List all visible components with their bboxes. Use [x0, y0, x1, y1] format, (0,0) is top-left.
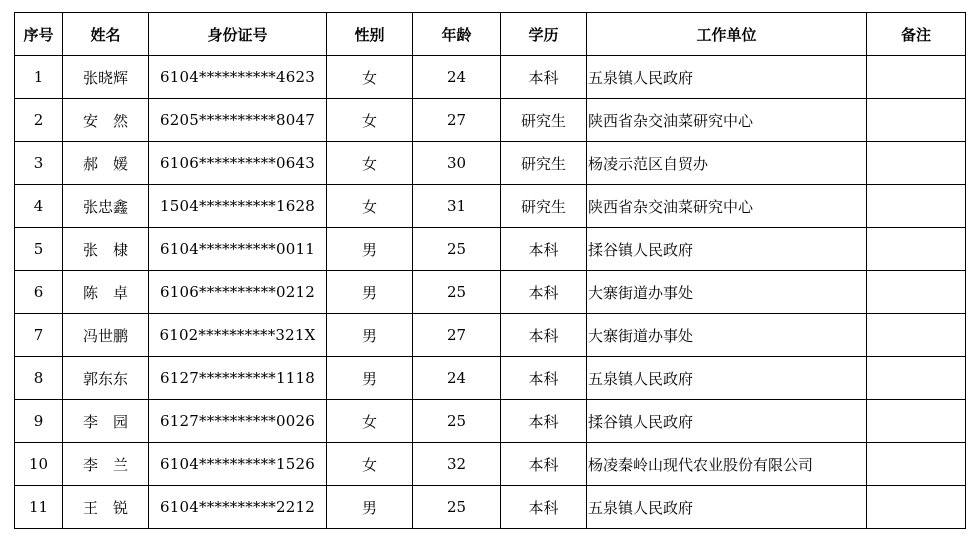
cell-id-number: 6104**********4623: [149, 56, 327, 99]
table-body: [15, 56, 966, 529]
cell-education: 本科: [501, 486, 587, 529]
cell-education: 本科: [501, 400, 587, 443]
table-row: [15, 142, 966, 185]
cell-id-number: 6205**********8047: [149, 99, 327, 142]
header-education: 学历: [501, 13, 587, 56]
cell-work-unit: 陕西省杂交油菜研究中心: [587, 185, 867, 228]
cell-name: 陈 卓: [63, 271, 149, 314]
cell-gender: 女: [327, 99, 413, 142]
cell-seq: 2: [15, 99, 63, 142]
cell-name: 李 园: [63, 400, 149, 443]
cell-age: 31: [413, 185, 501, 228]
cell-age: 24: [413, 357, 501, 400]
cell-remarks: [867, 357, 966, 400]
cell-gender: 女: [327, 400, 413, 443]
cell-id-number: 6102**********321X: [149, 314, 327, 357]
cell-age: 25: [413, 271, 501, 314]
cell-work-unit: 揉谷镇人民政府: [587, 400, 867, 443]
table-header: [15, 13, 966, 56]
cell-work-unit: 五泉镇人民政府: [587, 357, 867, 400]
personnel-table: [14, 12, 966, 529]
header-seq: 序号: [15, 13, 63, 56]
cell-age: 27: [413, 314, 501, 357]
cell-remarks: [867, 56, 966, 99]
table-row: [15, 271, 966, 314]
cell-name: 张忠鑫: [63, 185, 149, 228]
table-row: [15, 314, 966, 357]
cell-name: 张 棣: [63, 228, 149, 271]
cell-id-number: 6104**********0011: [149, 228, 327, 271]
cell-gender: 女: [327, 443, 413, 486]
header-gender: 性别: [327, 13, 413, 56]
cell-age: 25: [413, 228, 501, 271]
cell-name: 冯世鹏: [63, 314, 149, 357]
cell-name: 安 然: [63, 99, 149, 142]
cell-remarks: [867, 314, 966, 357]
cell-id-number: 1504**********1628: [149, 185, 327, 228]
cell-id-number: 6127**********0026: [149, 400, 327, 443]
cell-seq: 10: [15, 443, 63, 486]
cell-remarks: [867, 271, 966, 314]
cell-age: 25: [413, 400, 501, 443]
cell-work-unit: 五泉镇人民政府: [587, 486, 867, 529]
cell-education: 研究生: [501, 142, 587, 185]
cell-work-unit: 揉谷镇人民政府: [587, 228, 867, 271]
cell-remarks: [867, 185, 966, 228]
cell-gender: 女: [327, 185, 413, 228]
header-name: 姓名: [63, 13, 149, 56]
cell-remarks: [867, 99, 966, 142]
header-remarks: 备注: [867, 13, 966, 56]
cell-gender: 女: [327, 142, 413, 185]
header-age: 年龄: [413, 13, 501, 56]
cell-education: 本科: [501, 314, 587, 357]
cell-education: 本科: [501, 56, 587, 99]
cell-age: 25: [413, 486, 501, 529]
cell-gender: 女: [327, 56, 413, 99]
cell-seq: 7: [15, 314, 63, 357]
cell-remarks: [867, 486, 966, 529]
cell-id-number: 6106**********0212: [149, 271, 327, 314]
table-row: [15, 443, 966, 486]
cell-education: 研究生: [501, 185, 587, 228]
cell-work-unit: 五泉镇人民政府: [587, 56, 867, 99]
cell-name: 王 锐: [63, 486, 149, 529]
cell-id-number: 6127**********1118: [149, 357, 327, 400]
table-row: [15, 56, 966, 99]
cell-seq: 6: [15, 271, 63, 314]
cell-remarks: [867, 400, 966, 443]
cell-age: 30: [413, 142, 501, 185]
cell-education: 本科: [501, 357, 587, 400]
cell-age: 32: [413, 443, 501, 486]
cell-remarks: [867, 142, 966, 185]
cell-gender: 男: [327, 357, 413, 400]
cell-education: 本科: [501, 443, 587, 486]
cell-seq: 11: [15, 486, 63, 529]
cell-name: 张晓辉: [63, 56, 149, 99]
cell-seq: 3: [15, 142, 63, 185]
cell-seq: 4: [15, 185, 63, 228]
table-row: [15, 228, 966, 271]
cell-seq: 8: [15, 357, 63, 400]
cell-work-unit: 大寨街道办事处: [587, 314, 867, 357]
cell-work-unit: 大寨街道办事处: [587, 271, 867, 314]
cell-age: 27: [413, 99, 501, 142]
table-row: [15, 99, 966, 142]
cell-gender: 男: [327, 486, 413, 529]
cell-education: 本科: [501, 228, 587, 271]
cell-education: 本科: [501, 271, 587, 314]
table-row: [15, 185, 966, 228]
cell-age: 24: [413, 56, 501, 99]
cell-education: 研究生: [501, 99, 587, 142]
cell-work-unit: 杨凌示范区自贸办: [587, 142, 867, 185]
cell-name: 李 兰: [63, 443, 149, 486]
cell-gender: 男: [327, 314, 413, 357]
cell-remarks: [867, 443, 966, 486]
cell-work-unit: 陕西省杂交油菜研究中心: [587, 99, 867, 142]
cell-seq: 5: [15, 228, 63, 271]
cell-id-number: 6104**********2212: [149, 486, 327, 529]
table-row: [15, 486, 966, 529]
cell-seq: 9: [15, 400, 63, 443]
table-row: [15, 357, 966, 400]
cell-name: 郭东东: [63, 357, 149, 400]
cell-id-number: 6104**********1526: [149, 443, 327, 486]
cell-name: 郝 媛: [63, 142, 149, 185]
cell-gender: 男: [327, 271, 413, 314]
header-work-unit: 工作单位: [587, 13, 867, 56]
cell-seq: 1: [15, 56, 63, 99]
cell-gender: 男: [327, 228, 413, 271]
header-row: [15, 13, 966, 56]
cell-remarks: [867, 228, 966, 271]
header-id-number: 身份证号: [149, 13, 327, 56]
table-row: [15, 400, 966, 443]
cell-id-number: 6106**********0643: [149, 142, 327, 185]
cell-work-unit: 杨凌秦岭山现代农业股份有限公司: [587, 443, 867, 486]
